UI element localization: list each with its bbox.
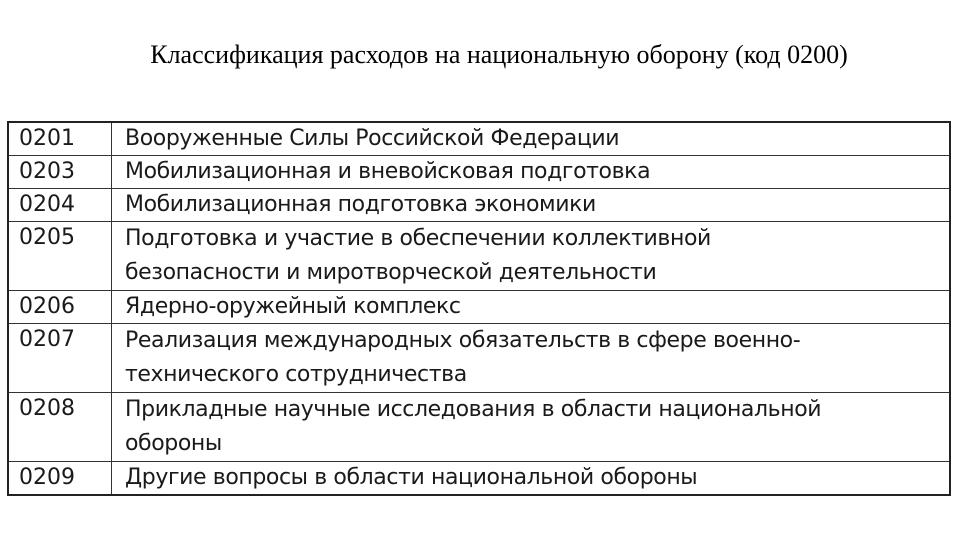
description-cell — [112, 222, 951, 291]
table-row — [8, 291, 950, 324]
description-line: безопасности и миротворческой деятельности — [125, 260, 657, 285]
code-cell: 0201 — [8, 122, 112, 156]
code-cell: 0203 — [8, 156, 112, 189]
description-line: Подготовка и участие в обеспечении коллективной — [125, 226, 711, 251]
description-line: технического сотрудничества — [125, 362, 467, 387]
slide-title: Классификация расходов на национальную оборону (код 0200) — [150, 40, 848, 69]
table-row — [8, 462, 950, 496]
table-row — [8, 189, 950, 222]
classification-table-container — [7, 121, 951, 496]
description-cell — [112, 393, 951, 462]
code-cell: 0209 — [8, 462, 112, 496]
description-line: Прикладные научные исследования в области национальной — [125, 397, 822, 422]
table-row — [8, 222, 950, 291]
code-cell: 0205 — [8, 222, 112, 291]
code-cell: 0207 — [8, 324, 112, 393]
description-cell: Вооруженные Силы Российской Федерации — [112, 122, 951, 156]
table-row — [8, 393, 950, 462]
description-line: Реализация международных обязательств в сфере военно- — [125, 328, 801, 353]
classification-table — [7, 121, 951, 496]
description-cell: Мобилизационная подготовка экономики — [112, 189, 951, 222]
description-line: обороны — [125, 431, 222, 456]
table-row — [8, 122, 950, 156]
code-cell: 0204 — [8, 189, 112, 222]
description-cell — [112, 324, 951, 393]
table-row — [8, 156, 950, 189]
code-cell: 0208 — [8, 393, 112, 462]
description-cell: Мобилизационная и вневойсковая подготовка — [112, 156, 951, 189]
description-cell: Другие вопросы в области национальной обороны — [112, 462, 951, 496]
description-cell: Ядерно-оружейный комплекс — [112, 291, 951, 324]
code-cell: 0206 — [8, 291, 112, 324]
table-row — [8, 324, 950, 393]
